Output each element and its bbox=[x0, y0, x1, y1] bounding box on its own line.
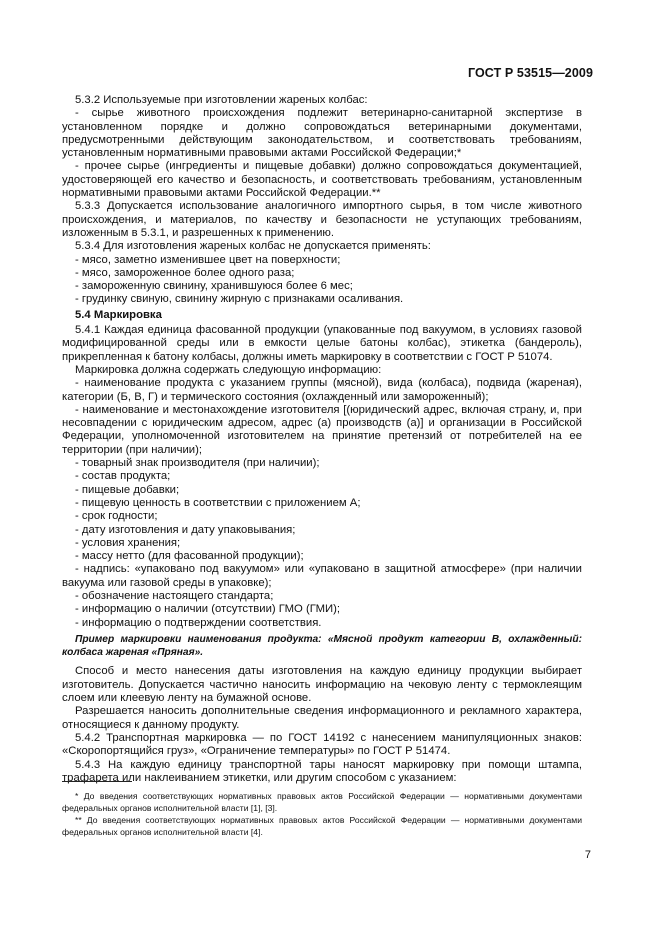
list-item: - товарный знак производителя (при наличии); bbox=[75, 457, 320, 470]
paragraph: Способ и место нанесения даты изготовления на каждую единицу продукции выбирает изготовитель. Допускается частично наносить информацию на чековую ленту с термоклеящим слоем или клеевую ленту на бумажной основе. bbox=[62, 665, 582, 705]
list-item: - грудинку свиную, свинину жирную с признаками осаливания. bbox=[75, 293, 404, 306]
clause-5-3-4: 5.3.4 Для изготовления жареных колбас не допускается применять: bbox=[75, 240, 431, 253]
list-item: - замороженную свинину, хранившуюся более 6 мес; bbox=[75, 280, 353, 293]
paragraph: Маркировка должна содержать следующую информацию: bbox=[75, 363, 382, 376]
clause-5-4-1: 5.4.1 Каждая единица фасованной продукции (упакованные под вакуумом, в условиях газовой модифицированной среды или в емкости целые батоны колбас), этикетка (бандероль), прикрепленная к батону колбасы, должны иметь маркировку в соответствии с ГОСТ Р 51074. bbox=[62, 324, 582, 363]
list-item: - надпись: «упаковано под вакуумом» или «упаковано в защитной атмосфере» (при наличии вакуума или газовой среды в упаковке); bbox=[62, 563, 582, 589]
list-item: - наименование и местонахождение изготовителя [(юридический адрес, включая страну, и, при несовпадении с юридическим адресом, адрес (а) производств (а)] и организации в Российской Федерации, уполномоченной изготовителем на принятие претензий от потребителей на ее территории (при наличии); bbox=[62, 403, 582, 456]
list-item: - массу нетто (для фасованной продукции); bbox=[75, 550, 304, 563]
example-note: Пример маркировки наименования продукта: «Мясной продукт категории В, охлажденный: колбаса жареная «Пряная». bbox=[62, 633, 582, 658]
footnote: * До введения соответствующих нормативных правовых актов Российской Федерации — нормативными документами федеральных органов исполнительной власти [1], [3]. bbox=[62, 791, 582, 813]
list-item: - сырье животного происхождения подлежит ветеринарно-санитарной экспертизе в установленном порядке и должно сопровождаться ветеринарными документами, предусмотренными действующим законодательством, и соответствовать требованиям, установленным нормативными правовыми актами Российской Федерации;* bbox=[62, 107, 582, 160]
list-item: - информацию о подтверждении соответствия. bbox=[75, 616, 322, 629]
clause-5-4-3: 5.4.3 На каждую единицу транспортной тары наносят маркировку при помощи штампа, трафарета или наклеиванием этикетки, или другим способом с указанием: bbox=[62, 758, 582, 784]
list-item: - наименование продукта с указанием группы (мясной), вида (колбаса), подвида (жареная), категории (Б, В, Г) и термического состояния (охлажденный или замороженный); bbox=[62, 377, 582, 403]
list-item: - дату изготовления и дату упаковывания; bbox=[75, 523, 296, 536]
footnote-divider bbox=[62, 781, 132, 782]
footnote: ** До введения соответствующих нормативных правовых актов Российской Федерации — нормативными документами федеральных органов исполнительной власти [4]. bbox=[62, 815, 582, 837]
list-item: - мясо, заметно изменившее цвет на поверхности; bbox=[75, 253, 341, 266]
standard-header: ГОСТ Р 53515—2009 bbox=[467, 66, 593, 80]
list-item: - условия хранения; bbox=[75, 536, 181, 549]
list-item: - состав продукта; bbox=[75, 470, 171, 483]
list-item: - обозначение настоящего стандарта; bbox=[75, 589, 274, 602]
clause-5-4-2: 5.4.2 Транспортная маркировка — по ГОСТ 14192 с нанесением манипуляционных знаков: «Скоропортящийся груз», «Ограничение температуры» по ГОСТ Р 51474. bbox=[62, 731, 582, 758]
list-item: - пищевые добавки; bbox=[75, 483, 180, 496]
clause-5-3-3: 5.3.3 Допускается использование аналогичного импортного сырья, в том числе животного происхождения, и материалов, по качеству и безопасности не уступающих требованиям, изложенным в 5.3.1, и разрешенных к применению. bbox=[62, 200, 582, 239]
list-item: - мясо, замороженное более одного раза; bbox=[75, 266, 295, 279]
list-item: - срок годности; bbox=[75, 510, 158, 523]
clause-5-3-2: 5.3.2 Используемые при изготовлении жареных колбас: bbox=[75, 94, 368, 106]
document-body bbox=[62, 94, 582, 785]
section-heading-5-4: 5.4 Маркировка bbox=[75, 308, 162, 321]
list-item: - пищевую ценность в соответствии с приложением А; bbox=[75, 496, 361, 509]
page-number: 7 bbox=[584, 849, 591, 861]
paragraph: Разрешается наносить дополнительные сведения информационного и рекламного характера, относящиеся к данному продукту. bbox=[62, 705, 582, 731]
list-item: - прочее сырье (ингредиенты и пищевые добавки) должно сопровождаться документацией, удостоверяющей его качество и безопасность, и соответствовать требованиям, установленным нормативными правовыми актами Российской Федерации.** bbox=[62, 160, 582, 200]
list-item: - информацию о наличии (отсутствии) ГМО (ГМИ); bbox=[75, 603, 341, 616]
footnotes bbox=[62, 790, 582, 838]
